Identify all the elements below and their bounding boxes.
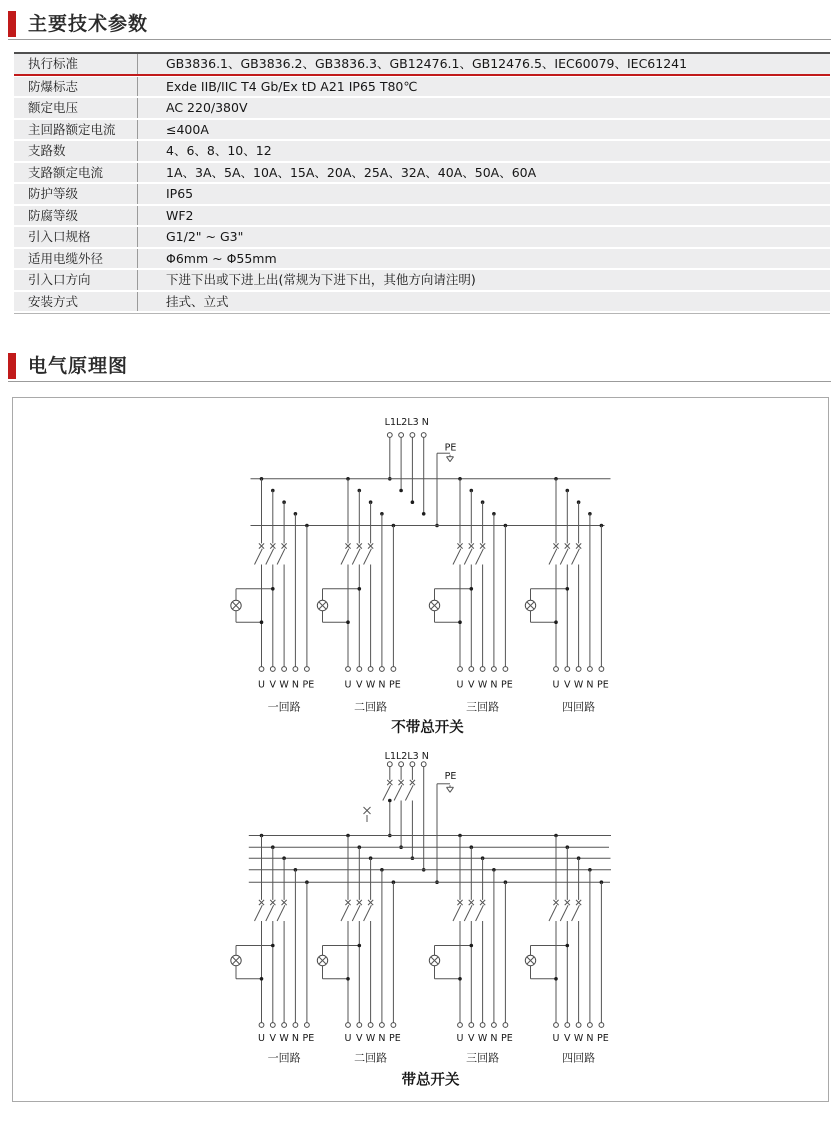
spec-row-label: 额定电压	[28, 100, 79, 115]
earth-ground-icon	[447, 785, 454, 792]
terminal-circle	[399, 762, 404, 767]
section-title-params: 主要技术参数	[28, 13, 149, 35]
terminal-label: N	[291, 679, 299, 691]
feed-phase-labels: L1L2L3 N	[384, 417, 429, 428]
spec-table-row	[14, 54, 830, 74]
junction-dot	[554, 977, 558, 981]
spec-row-value: 4、6、8、10、12	[137, 141, 830, 161]
terminal-label: N	[586, 1033, 594, 1044]
spec-row-value: 挂式、立式	[137, 292, 830, 312]
spec-row-label: 安装方式	[28, 293, 79, 309]
terminal-circle	[492, 667, 497, 672]
breaker-switch-icon	[255, 479, 265, 565]
breaker-switch-icon	[364, 858, 374, 921]
terminal-label: W	[573, 679, 584, 691]
terminal-circle	[469, 1023, 474, 1028]
junction-dot	[358, 587, 362, 591]
terminal-circle	[410, 762, 415, 767]
switch-blade	[255, 549, 263, 565]
indicator-lamp-icon	[525, 600, 535, 610]
terminal-label: V	[564, 1033, 571, 1044]
terminal-circle	[259, 667, 264, 672]
breaker-switch-icon	[453, 836, 463, 922]
terminal-label: PE	[597, 1033, 609, 1044]
switch-blade	[464, 905, 472, 921]
terminal-circle	[346, 667, 351, 672]
terminal-label: W	[477, 1033, 488, 1044]
terminal-circle	[399, 433, 404, 438]
branch-circuit-1	[231, 477, 314, 714]
diagram-title: 不带总开关	[391, 720, 464, 736]
switch-blade	[549, 549, 557, 565]
switch-linkage-icon	[364, 807, 371, 822]
terminal-circle	[387, 433, 392, 438]
branch-circuit-1	[231, 834, 314, 1065]
terminal-circle	[554, 1023, 559, 1028]
schematic-diagram-box	[12, 397, 829, 1102]
terminal-circle	[588, 1023, 593, 1028]
breaker-switch-icon	[266, 491, 276, 565]
spec-table-row	[14, 163, 830, 183]
breaker-switch-icon	[549, 836, 559, 922]
circuit-label: 四回路	[562, 1051, 596, 1065]
spec-row-value: AC 220/380V	[137, 98, 830, 118]
switch-blade	[341, 549, 349, 565]
indicator-lamp-icon	[429, 955, 439, 965]
switch-blade	[453, 905, 461, 921]
branch-circuit-2	[317, 477, 400, 714]
spec-row-label: 防爆标志	[28, 78, 79, 94]
breaker-switch-icon	[476, 858, 486, 921]
terminal-circle	[368, 667, 373, 672]
junction-dot	[346, 977, 350, 981]
spec-row-value: G1/2" ~ G3"	[137, 227, 830, 247]
terminal-label: N	[586, 679, 594, 691]
switch-blade	[394, 785, 402, 800]
spec-row-value: Exde IIB/IIC T4 Gb/Ex tD A21 IP65 T80℃	[137, 77, 830, 97]
spec-row-value: IP65	[137, 184, 830, 204]
breaker-switch-icon	[277, 502, 287, 564]
terminal-label: U	[552, 1033, 560, 1044]
terminal-circle	[305, 1023, 310, 1028]
spec-table-row	[14, 270, 830, 290]
indicator-lamp-icon	[231, 600, 241, 610]
junction-dot	[358, 944, 362, 948]
terminal-circle	[387, 762, 392, 767]
pe-label: PE	[444, 442, 457, 454]
section-title-schematic: 电气原理图	[28, 355, 129, 377]
terminal-label: V	[564, 679, 571, 691]
spec-row-label: 支路数	[28, 143, 66, 158]
breaker-switch-icon	[560, 491, 570, 565]
breaker-switch-icon	[364, 502, 374, 564]
terminal-label: V	[356, 1033, 363, 1044]
switch-blade	[352, 905, 360, 921]
terminal-circle	[293, 1023, 298, 1028]
terminal-label: V	[269, 1033, 277, 1044]
spec-row-label: 主回路额定电流	[28, 121, 116, 137]
spec-table-row	[14, 120, 830, 140]
terminal-circle	[282, 1023, 287, 1028]
switch-blade	[277, 549, 285, 565]
schematic-no-main-switch	[231, 417, 611, 736]
terminal-circle	[410, 433, 415, 438]
terminal-circle	[458, 1023, 463, 1028]
terminal-circle	[480, 667, 485, 672]
terminal-circle	[503, 667, 508, 672]
terminal-circle	[480, 1023, 485, 1028]
breaker-switch-icon	[464, 491, 474, 565]
earth-ground-icon	[447, 455, 454, 462]
terminal-label: W	[279, 1033, 289, 1044]
terminal-label: U	[258, 1033, 265, 1044]
circuit-label: 二回路	[354, 1051, 388, 1065]
terminal-label: U	[552, 679, 560, 691]
terminal-label: W	[573, 1033, 584, 1044]
terminal-circle	[391, 1023, 396, 1028]
terminal-label: W	[279, 679, 289, 691]
terminal-label: U	[258, 679, 265, 691]
terminal-label: U	[344, 679, 352, 691]
terminal-label: PE	[501, 1033, 513, 1044]
schematic-with-main-switch	[231, 751, 611, 1089]
switch-blade	[352, 549, 360, 565]
terminal-circle	[270, 667, 275, 672]
wire	[450, 457, 454, 462]
switch-blade	[572, 549, 580, 565]
spec-row-label: 执行标准	[28, 56, 79, 71]
terminal-circle	[599, 1023, 604, 1028]
junction-dot	[458, 977, 462, 981]
spec-table	[14, 52, 830, 314]
spec-row-label: 引入口规格	[28, 229, 91, 244]
terminal-circle	[259, 1023, 264, 1028]
switch-blade	[255, 905, 263, 921]
junction-dot	[271, 944, 275, 948]
breaker-switch-icon	[341, 836, 351, 922]
terminal-label: PE	[302, 679, 315, 691]
junction-dot	[566, 587, 570, 591]
switch-blade	[560, 549, 568, 565]
terminal-label: PE	[501, 679, 513, 691]
breaker-switch-icon	[255, 836, 265, 922]
terminal-label: U	[456, 1033, 464, 1044]
terminal-circle	[421, 762, 426, 767]
terminal-circle	[599, 667, 604, 672]
spec-row-label: 防腐等级	[28, 207, 79, 223]
circuit-label: 三回路	[466, 1051, 500, 1065]
terminal-label: PE	[302, 1033, 315, 1044]
main-switch-icon	[383, 767, 393, 836]
spec-row-value: ≤400A	[137, 120, 830, 140]
terminal-label: V	[468, 1033, 475, 1044]
breaker-switch-icon	[341, 479, 351, 565]
spec-table-row	[14, 184, 830, 204]
branch-circuit-4	[525, 477, 608, 714]
junction-dot	[411, 500, 415, 504]
terminal-circle	[380, 1023, 385, 1028]
terminal-circle	[357, 667, 362, 672]
junction-dot	[388, 799, 392, 803]
wire	[450, 787, 454, 792]
switch-blade	[277, 905, 285, 921]
circuit-label: 一回路	[267, 1051, 301, 1065]
red-accent-bar-icon	[8, 353, 16, 379]
branch-circuit-2	[317, 834, 400, 1065]
junction-dot	[346, 620, 350, 624]
terminal-circle	[421, 433, 426, 438]
spec-row-value: Φ6mm ~ Φ55mm	[137, 249, 830, 269]
terminal-label: N	[490, 679, 498, 691]
terminal-label: U	[344, 1033, 352, 1044]
terminal-circle	[458, 667, 463, 672]
terminal-label: U	[456, 679, 464, 691]
spec-row-value: WF2	[137, 206, 830, 226]
indicator-lamp-icon	[317, 600, 327, 610]
terminal-label: V	[468, 679, 475, 691]
spec-row-value: GB3836.1、GB3836.2、GB3836.3、GB12476.1、GB12476.5、IEC60079、IEC61241	[137, 54, 830, 74]
terminal-label: N	[490, 1033, 498, 1044]
indicator-lamp-icon	[317, 955, 327, 965]
spec-table-row	[14, 249, 830, 269]
circuit-label: 一回路	[267, 700, 301, 714]
terminal-label: PE	[389, 1033, 401, 1044]
terminal-circle	[282, 667, 287, 672]
terminal-circle	[565, 1023, 570, 1028]
switch-blade	[383, 785, 391, 800]
switch-blade	[405, 785, 413, 800]
breaker-switch-icon	[572, 502, 582, 564]
switch-blade	[453, 549, 461, 565]
switch-blade	[464, 549, 472, 565]
terminal-circle	[293, 667, 298, 672]
breaker-switch-icon	[277, 858, 287, 921]
terminal-circle	[576, 1023, 581, 1028]
spec-table-row	[14, 141, 830, 161]
terminal-circle	[588, 667, 593, 672]
spec-table-row	[14, 227, 830, 247]
spec-row-label: 防护等级	[28, 186, 79, 201]
circuit-label: 三回路	[466, 700, 500, 714]
switch-blade	[476, 549, 484, 565]
spec-table-row	[14, 77, 830, 97]
spec-row-label: 适用电缆外径	[28, 250, 104, 266]
terminal-circle	[368, 1023, 373, 1028]
terminal-circle	[576, 667, 581, 672]
terminal-circle	[346, 1023, 351, 1028]
spec-row-label: 支路额定电流	[28, 164, 104, 180]
section-underline	[8, 39, 831, 40]
feed-phase-labels: L1L2L3 N	[384, 751, 429, 762]
junction-dot	[271, 587, 275, 591]
junction-dot	[470, 587, 474, 591]
switch-blade	[266, 549, 274, 565]
terminal-label: N	[291, 1033, 299, 1044]
branch-circuit-4	[525, 834, 608, 1065]
spec-table-row	[14, 206, 830, 226]
breaker-switch-icon	[549, 479, 559, 565]
spec-table-row	[14, 292, 830, 312]
terminal-label: V	[356, 679, 363, 691]
breaker-switch-icon	[476, 502, 486, 564]
switch-blade	[476, 905, 484, 921]
switch-blade	[549, 905, 557, 921]
terminal-label: N	[378, 1033, 386, 1044]
terminal-label: PE	[597, 679, 609, 691]
red-accent-bar-icon	[8, 11, 16, 37]
terminal-circle	[357, 1023, 362, 1028]
terminal-label: V	[269, 679, 277, 691]
junction-dot	[422, 512, 426, 516]
terminal-circle	[380, 667, 385, 672]
terminal-label: W	[365, 1033, 376, 1044]
indicator-lamp-icon	[231, 955, 241, 965]
circuit-label: 二回路	[354, 700, 388, 714]
electrical-schematic	[13, 398, 828, 1101]
diagram-title: 带总开关	[401, 1072, 460, 1089]
terminal-circle	[391, 667, 396, 672]
switch-blade	[341, 905, 349, 921]
terminal-label: W	[365, 679, 376, 691]
switch-blade	[364, 549, 372, 565]
terminal-label: PE	[389, 679, 401, 691]
terminal-circle	[503, 1023, 508, 1028]
junction-dot	[554, 620, 558, 624]
branch-circuit-3	[429, 834, 512, 1065]
breaker-switch-icon	[572, 858, 582, 921]
terminal-circle	[469, 667, 474, 672]
breaker-switch-icon	[453, 479, 463, 565]
switch-blade	[572, 905, 580, 921]
main-switch-icon	[405, 767, 415, 859]
terminal-circle	[305, 667, 310, 672]
circuit-label: 四回路	[562, 700, 596, 714]
wire	[447, 787, 451, 792]
switch-blade	[364, 905, 372, 921]
terminal-label: W	[477, 679, 488, 691]
switch-blade	[266, 905, 274, 921]
junction-dot	[470, 944, 474, 948]
spec-row-value: 下进下出或下进上出(常规为下进下出，其他方向请注明)	[137, 270, 830, 290]
red-divider	[14, 74, 830, 76]
terminal-label: N	[378, 679, 386, 691]
terminal-circle	[270, 1023, 275, 1028]
terminal-circle	[554, 667, 559, 672]
indicator-lamp-icon	[525, 955, 535, 965]
terminal-circle	[565, 667, 570, 672]
junction-dot	[566, 944, 570, 948]
junction-dot	[458, 620, 462, 624]
terminal-circle	[492, 1023, 497, 1028]
junction-dot	[260, 977, 264, 981]
switch-blade	[560, 905, 568, 921]
indicator-lamp-icon	[429, 600, 439, 610]
section-underline	[8, 381, 831, 382]
spec-table-row	[14, 98, 830, 118]
junction-dot	[399, 489, 403, 493]
spec-row-label: 引入口方向	[28, 272, 91, 287]
wire	[447, 457, 451, 462]
junction-dot	[260, 620, 264, 624]
spec-row-value: 1A、3A、5A、10A、15A、20A、25A、32A、40A、50A、60A	[137, 163, 830, 183]
breaker-switch-icon	[352, 491, 362, 565]
pe-label: PE	[444, 771, 457, 782]
branch-circuit-3	[429, 477, 512, 714]
